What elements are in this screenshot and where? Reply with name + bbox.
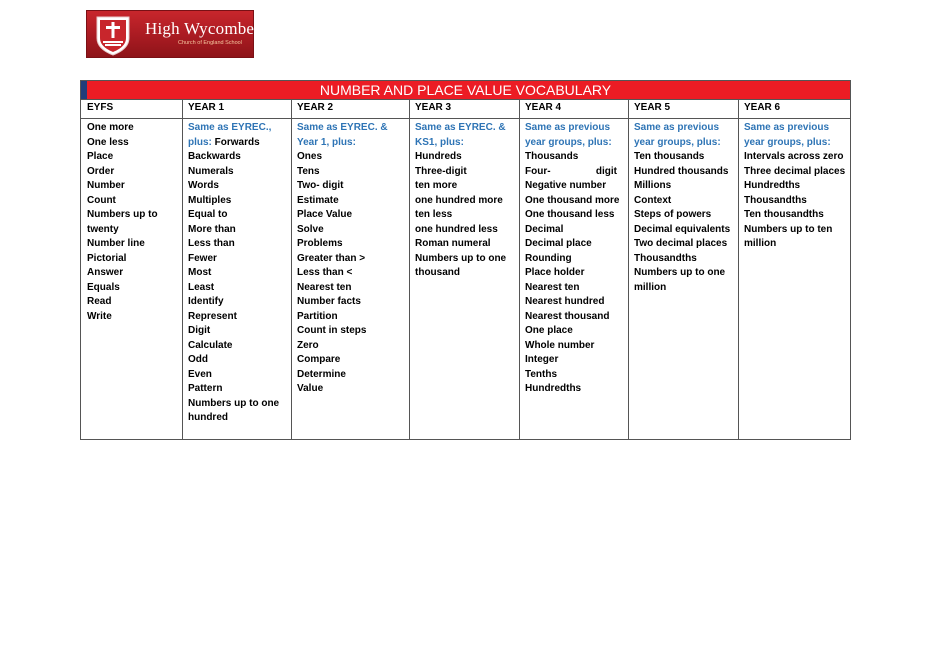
column-eyfs [87, 121, 158, 324]
vocab-word: One thousand more [525, 194, 620, 206]
vocab-word: Identify [188, 296, 224, 307]
vocab-word: Millions [634, 180, 672, 191]
vocab-word: Place [87, 151, 114, 162]
column-year-5 [634, 121, 730, 295]
vocab-word: Decimal equivalents [634, 223, 731, 235]
school-crest-icon [93, 14, 133, 56]
vocab-word: One thousand less [525, 209, 615, 220]
vocab-word: digit [595, 165, 617, 177]
vocab-word: Three-digit [415, 165, 467, 177]
header-year-3: YEAR 3 [415, 102, 452, 113]
vocab-word: Two- digit [297, 180, 344, 191]
vocab-word: Backwards [188, 151, 241, 162]
vocab-word: ten more [415, 180, 458, 191]
vocab-word: Integer [525, 354, 559, 365]
vocab-word: Roman numeral [415, 238, 491, 249]
vocab-word: Decimal place [525, 238, 592, 249]
vocab-word: Words [188, 180, 219, 191]
intro-text: year groups, plus: [525, 136, 612, 148]
vocab-word: Odd [188, 354, 208, 365]
vocab-word: Ten thousands [634, 151, 705, 162]
intro-text: year groups, plus: [744, 136, 831, 148]
vocab-word: Numbers up to ten [744, 223, 833, 235]
vocab-word: Nearest ten [525, 281, 580, 293]
vocab-word: Less than [188, 238, 235, 249]
vocab-word: Two decimal places [634, 238, 728, 249]
vocab-word: Count in steps [297, 325, 367, 336]
vocab-word: Numbers up to [87, 209, 158, 220]
vocab-word: twenty [87, 223, 119, 235]
vocab-word: Compare [297, 354, 341, 365]
column-year-6 [744, 121, 845, 252]
vocab-word: Thousandths [744, 194, 807, 206]
column-divider [291, 99, 292, 439]
vocab-word: million [744, 238, 777, 249]
vocab-word: Most [188, 267, 212, 278]
vocab-word: Greater than > [297, 252, 366, 264]
header-eyfs: EYFS [87, 102, 114, 113]
header-year-5: YEAR 5 [634, 102, 671, 113]
vocab-word: Numbers up to one [415, 252, 507, 264]
vocab-word: Zero [297, 339, 319, 351]
vocab-word: one hundred more [415, 194, 503, 206]
intro-text: Same as previous [634, 122, 720, 133]
vocab-word: Numbers up to one [188, 397, 280, 409]
vocab-word: Negative number [525, 180, 607, 191]
vocab-word: Pictorial [87, 252, 127, 264]
vocab-word: One more [87, 122, 134, 133]
vocab-word: Answer [87, 267, 124, 278]
vocab-word: Partition [297, 310, 338, 322]
vocab-word: One place [525, 325, 573, 336]
vocab-word: Intervals across zero [744, 151, 844, 162]
vocab-word: Digit [188, 325, 211, 336]
column-divider [738, 99, 739, 439]
vocab-word: Hundred thousands [634, 165, 729, 177]
vocab-word: Read [87, 296, 112, 307]
vocab-word: Thousands [525, 151, 579, 162]
vocab-word: Number facts [297, 296, 361, 307]
vocab-word: hundred [188, 412, 228, 423]
vocab-word: Ones [297, 151, 323, 162]
vocab-word: Pattern [188, 383, 223, 394]
intro-text: Same as EYREC., [188, 122, 272, 133]
vocab-word: Fewer [188, 252, 217, 264]
vocab-word: Solve [297, 223, 324, 235]
school-subtitle: Church of England School [178, 40, 242, 46]
vocab-word: ten less [415, 209, 453, 220]
vocab-word: Tenths [525, 368, 558, 380]
vocab-word: Equals [87, 281, 120, 293]
vocab-word: Order [87, 165, 115, 177]
vocab-word: Thousandths [634, 252, 697, 264]
vocab-word: Forwards [214, 136, 260, 148]
vocab-word: thousand [415, 267, 460, 278]
table-title: NUMBER AND PLACE VALUE VOCABULARY [319, 82, 612, 98]
school-name: High Wycombe [145, 19, 255, 38]
header-year-2: YEAR 2 [297, 102, 334, 113]
column-divider [182, 99, 183, 439]
column-year-4 [525, 121, 620, 397]
intro-text: year groups, plus: [634, 136, 721, 148]
vocab-word: Nearest ten [297, 281, 352, 293]
vocab-word: Problems [297, 238, 343, 249]
vocab-word: Numbers up to one [634, 267, 726, 278]
column-divider [409, 99, 410, 439]
column-divider [628, 99, 629, 439]
vocab-word: Four- [525, 165, 551, 177]
column-year-1 [188, 121, 279, 426]
column-divider [519, 99, 520, 439]
column-year-3 [415, 121, 506, 281]
intro-line [188, 136, 279, 151]
vocab-word: Ten thousandths [744, 209, 824, 220]
vocab-word: Rounding [525, 252, 572, 264]
column-year-2 [297, 121, 388, 397]
vocabulary-table [80, 80, 851, 440]
intro-text: KS1, plus: [415, 136, 464, 148]
vocab-word: Determine [297, 368, 346, 380]
header-year-6: YEAR 6 [744, 102, 781, 113]
vocab-word: Whole number [525, 339, 595, 351]
vocab-word: Context [634, 194, 672, 206]
vocab-word: Calculate [188, 339, 233, 351]
vocab-word: Value [297, 383, 324, 394]
intro-text: Same as EYREC. & [415, 122, 506, 133]
intro-text: Same as EYREC. & [297, 122, 388, 133]
vocab-word: Nearest hundred [525, 296, 605, 307]
vocab-word-justified [525, 165, 617, 180]
vocab-word: Hundredths [744, 180, 801, 191]
vocab-word: Count [87, 194, 116, 206]
vocab-word: Tens [297, 165, 320, 177]
vocab-word: Place Value [297, 209, 353, 220]
vocab-word: one hundred less [415, 223, 498, 235]
header-year-4: YEAR 4 [525, 102, 562, 113]
vocab-word: Decimal [525, 223, 564, 235]
vocab-word: Less than < [297, 267, 353, 278]
header-year-1: YEAR 1 [188, 102, 225, 113]
vocab-word: More than [188, 223, 236, 235]
vocab-word: Hundreds [415, 151, 462, 162]
vocab-word: Write [87, 310, 112, 322]
vocab-word: million [634, 281, 667, 293]
vocab-word: Even [188, 368, 212, 380]
vocab-word: Numerals [188, 165, 234, 177]
vocab-word: Three decimal places [744, 165, 846, 177]
vocab-word: Hundredths [525, 383, 582, 394]
vocab-word: Represent [188, 310, 237, 322]
vocab-word: Number line [87, 238, 145, 249]
vocab-word: Multiples [188, 194, 232, 206]
vocab-word: One less [87, 136, 129, 148]
vocab-word: Nearest thousand [525, 310, 610, 322]
intro-text: plus: [188, 136, 212, 148]
school-logo [86, 10, 254, 58]
intro-text: Same as previous [744, 122, 830, 133]
intro-text: Year 1, plus: [297, 136, 356, 148]
vocab-word: Place holder [525, 267, 585, 278]
vocab-word: Number [87, 180, 125, 191]
intro-text: Same as previous [525, 122, 611, 133]
vocab-word: Estimate [297, 194, 339, 206]
vocab-word: Least [188, 281, 215, 293]
vocab-word: Steps of powers [634, 209, 712, 220]
vocab-word: Equal to [188, 209, 228, 220]
